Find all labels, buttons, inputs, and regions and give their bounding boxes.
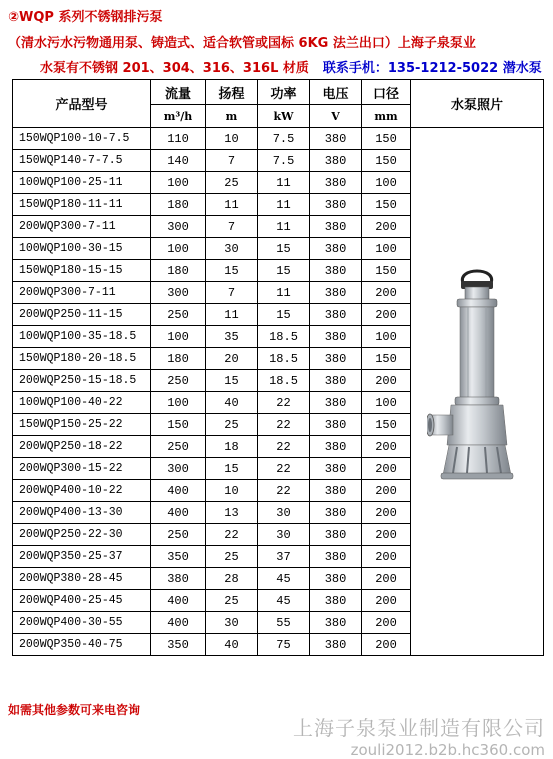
cell-caliber: 200 [362,216,411,238]
cell-caliber: 200 [362,502,411,524]
cell-head: 7 [206,282,258,304]
cell-caliber: 200 [362,458,411,480]
cell-power: 37 [258,546,310,568]
title-line-3 [40,57,553,76]
cell-power: 30 [258,502,310,524]
cell-model: 200WQP300-15-22 [13,458,151,480]
cell-voltage: 380 [310,612,362,634]
cell-flow: 180 [151,194,206,216]
footnote: 如需其他参数可来电咨询 [8,703,141,717]
cell-head: 7 [206,216,258,238]
cell-flow: 300 [151,282,206,304]
cell-head: 18 [206,436,258,458]
cell-caliber: 100 [362,238,411,260]
cell-flow: 100 [151,238,206,260]
cell-head: 25 [206,546,258,568]
cell-voltage: 380 [310,590,362,612]
cell-flow: 350 [151,634,206,656]
cell-flow: 110 [151,128,206,150]
cell-power: 45 [258,590,310,612]
cell-voltage: 380 [310,260,362,282]
cell-caliber: 150 [362,128,411,150]
cell-flow: 250 [151,304,206,326]
cell-caliber: 150 [362,414,411,436]
cell-voltage: 380 [310,282,362,304]
cell-caliber: 200 [362,546,411,568]
cell-power: 75 [258,634,310,656]
contact-text: 联系手机：135-1212-5022 潜水泵 [322,61,542,76]
watermark-url: zouli2012.b2b.hc360.com [350,741,545,759]
cell-head: 30 [206,612,258,634]
cell-flow: 100 [151,326,206,348]
cell-head: 15 [206,458,258,480]
cell-caliber: 150 [362,348,411,370]
cell-model: 200WQP250-18-22 [13,436,151,458]
cell-head: 7 [206,150,258,172]
cell-model: 200WQP250-15-18.5 [13,370,151,392]
cell-caliber: 100 [362,172,411,194]
cell-voltage: 380 [310,502,362,524]
cell-model: 100WQP100-25-11 [13,172,151,194]
cell-model: 200WQP400-10-22 [13,480,151,502]
cell-caliber: 200 [362,612,411,634]
cell-model: 200WQP300-7-11 [13,216,151,238]
cell-head: 10 [206,128,258,150]
cell-model: 200WQP400-30-55 [13,612,151,634]
cell-flow: 400 [151,612,206,634]
cell-power: 30 [258,524,310,546]
cell-caliber: 200 [362,370,411,392]
table-body [13,128,544,656]
pump-illustration [427,265,527,515]
cell-head: 35 [206,326,258,348]
cell-power: 22 [258,458,310,480]
cell-power: 7.5 [258,128,310,150]
cell-model: 200WQP400-13-30 [13,502,151,524]
cell-power: 11 [258,194,310,216]
cell-flow: 250 [151,370,206,392]
cell-head: 15 [206,260,258,282]
cell-power: 15 [258,238,310,260]
cell-power: 22 [258,436,310,458]
cell-power: 11 [258,172,310,194]
cell-model: 200WQP250-11-15 [13,304,151,326]
cell-caliber: 200 [362,304,411,326]
cell-voltage: 380 [310,524,362,546]
cell-model: 200WQP350-40-75 [13,634,151,656]
cell-voltage: 380 [310,546,362,568]
cell-flow: 140 [151,150,206,172]
cell-head: 25 [206,414,258,436]
cell-model: 200WQP400-25-45 [13,590,151,612]
cell-head: 25 [206,590,258,612]
cell-power: 7.5 [258,150,310,172]
cell-head: 20 [206,348,258,370]
header-caliber: 口径 [362,80,411,105]
cell-flow: 180 [151,348,206,370]
cell-voltage: 380 [310,392,362,414]
cell-head: 10 [206,480,258,502]
material-text: 水泵有不锈钢 201、304、316、316L 材质 [40,61,309,76]
header-flow: 流量 [151,80,206,105]
cell-head: 15 [206,370,258,392]
cell-flow: 400 [151,502,206,524]
header-power: 功率 [258,80,310,105]
cell-head: 11 [206,194,258,216]
cell-caliber: 100 [362,392,411,414]
cell-power: 15 [258,304,310,326]
cell-flow: 250 [151,436,206,458]
header-model: 产品型号 [13,80,151,128]
unit-voltage: V [310,105,362,128]
header-head: 扬程 [206,80,258,105]
cell-caliber: 200 [362,590,411,612]
cell-voltage: 380 [310,458,362,480]
cell-model: 150WQP150-25-22 [13,414,151,436]
cell-model: 150WQP180-15-15 [13,260,151,282]
cell-flow: 300 [151,216,206,238]
cell-voltage: 380 [310,128,362,150]
product-spec-table [12,79,544,656]
cell-voltage: 380 [310,348,362,370]
cell-voltage: 380 [310,238,362,260]
cell-flow: 400 [151,590,206,612]
cell-voltage: 380 [310,480,362,502]
cell-head: 30 [206,238,258,260]
watermark [293,712,545,759]
cell-head: 25 [206,172,258,194]
cell-flow: 350 [151,546,206,568]
cell-caliber: 200 [362,436,411,458]
cell-caliber: 200 [362,634,411,656]
cell-model: 200WQP300-7-11 [13,282,151,304]
unit-power: kW [258,105,310,128]
cell-flow: 180 [151,260,206,282]
cell-head: 11 [206,304,258,326]
cell-power: 18.5 [258,326,310,348]
cell-power: 18.5 [258,370,310,392]
cell-caliber: 200 [362,568,411,590]
cell-model: 100WQP100-35-18.5 [13,326,151,348]
table-row [13,128,544,150]
cell-power: 18.5 [258,348,310,370]
cell-power: 11 [258,282,310,304]
cell-power: 22 [258,392,310,414]
cell-voltage: 380 [310,194,362,216]
cell-flow: 300 [151,458,206,480]
cell-power: 22 [258,414,310,436]
cell-model: 200WQP380-28-45 [13,568,151,590]
cell-caliber: 100 [362,326,411,348]
cell-caliber: 200 [362,480,411,502]
cell-model: 150WQP100-10-7.5 [13,128,151,150]
cell-flow: 100 [151,392,206,414]
cell-voltage: 380 [310,414,362,436]
cell-voltage: 380 [310,304,362,326]
cell-voltage: 380 [310,370,362,392]
cell-voltage: 380 [310,216,362,238]
cell-voltage: 380 [310,568,362,590]
cell-flow: 150 [151,414,206,436]
watermark-company: 上海子泉泵业制造有限公司 [293,716,545,740]
cell-voltage: 380 [310,634,362,656]
cell-model: 150WQP180-20-18.5 [13,348,151,370]
cell-flow: 250 [151,524,206,546]
title-line-2: （清水污水污物通用泵、铸造式、适合软管或国标 6KG 法兰出口）上海子泉泵业 [8,36,476,51]
title-line-1: ②WQP 系列不锈钢排污泵 [8,10,163,25]
cell-model: 100WQP100-40-22 [13,392,151,414]
cell-head: 28 [206,568,258,590]
cell-flow: 380 [151,568,206,590]
cell-head: 40 [206,634,258,656]
cell-voltage: 380 [310,172,362,194]
cell-power: 22 [258,480,310,502]
cell-caliber: 150 [362,150,411,172]
cell-head: 22 [206,524,258,546]
unit-caliber: mm [362,105,411,128]
pump-photo [411,128,544,656]
cell-model: 200WQP250-22-30 [13,524,151,546]
table-header-row [13,80,544,105]
cell-power: 45 [258,568,310,590]
cell-flow: 100 [151,172,206,194]
unit-flow: m³/h [151,105,206,128]
cell-power: 55 [258,612,310,634]
cell-caliber: 150 [362,194,411,216]
unit-head: m [206,105,258,128]
cell-power: 11 [258,216,310,238]
cell-model: 100WQP100-30-15 [13,238,151,260]
cell-voltage: 380 [310,326,362,348]
cell-caliber: 150 [362,260,411,282]
cell-caliber: 200 [362,524,411,546]
cell-voltage: 380 [310,436,362,458]
cell-voltage: 380 [310,150,362,172]
cell-model: 150WQP180-11-11 [13,194,151,216]
cell-model: 200WQP350-25-37 [13,546,151,568]
header-photo: 水泵照片 [411,80,544,128]
cell-head: 40 [206,392,258,414]
cell-head: 13 [206,502,258,524]
cell-model: 150WQP140-7-7.5 [13,150,151,172]
cell-caliber: 200 [362,282,411,304]
header-voltage: 电压 [310,80,362,105]
cell-power: 15 [258,260,310,282]
cell-flow: 400 [151,480,206,502]
